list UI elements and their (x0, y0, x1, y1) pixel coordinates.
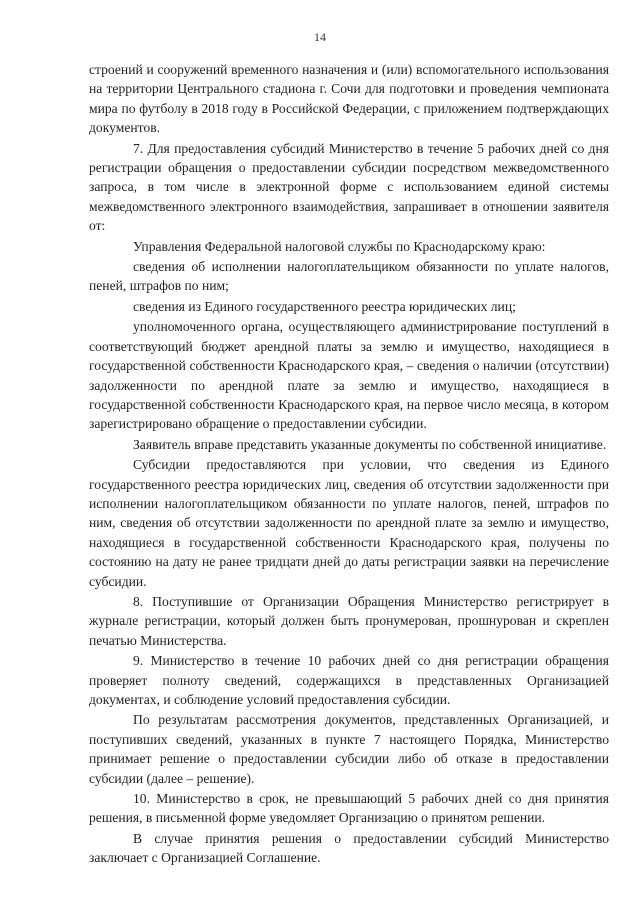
paragraph-agreement: В случае принятия решения о предоставлении субсидий Министерство заключает с Организацией Соглашение. (89, 830, 609, 866)
page-number: 14 (314, 30, 326, 44)
paragraph-clause-9: 9. Министерство в течение 10 рабочих дней со дня регистрации обращения проверяет полноту сведений, содержащихся в представленных Организацией документах, и соблюдение условий предоставления субсидии. (89, 653, 609, 707)
paragraph-clause-10: 10. Министерство в срок, не превышающий 5 рабочих дней со дня принятия решения, в письменной форме уведомляет Организацию о принятом решении. (89, 791, 609, 826)
paragraph-tax-info: сведения об исполнении налогоплательщиком обязанности по уплате налогов, пеней, штрафов по ним; (89, 259, 609, 294)
paragraph-registry-info: сведения из Единого государственного реестра юридических лиц; (133, 298, 516, 314)
paragraph-tax-service: Управления Федеральной налоговой службы по Краснодарскому краю: (133, 238, 546, 254)
paragraph-subsidy-condition: Субсидии предоставляются при условии, что сведения из Единого государственного реестра юридических лиц, сведения об отсутствии задолженности при исполнении налогоплательщиком обязанности по уплате налогов, пеней, штрафов по ним, сведения об отсутствии задолженности по арендной плате за землю и имущество, находящиеся в государственной собственности Краснодарского края, получены по состоянию на дату не ранее тридцати дней до даты регистрации заявки на перечисление субсидии. (89, 457, 609, 589)
paragraph-clause-7: 7. Для предоставления субсидий Министерство в течение 5 рабочих дней со дня регистрации обращения о предоставлении субсидии посредством межведомственного запроса, в том числе в электронной форме с использованием единой системы межведомственного электронного взаимодействия, запрашивает в отношении заявителя от: (89, 140, 609, 234)
paragraph-applicant-right: Заявитель вправе представить указанные документы по собственной инициативе. (133, 436, 607, 452)
paragraph-clause-8: 8. Поступившие от Организации Обращения Министерство регистрирует в журнале регистрации, который должен быть пронумерован, прошнурован и скреплен печатью Министерства. (89, 593, 609, 648)
document-body (89, 60, 609, 869)
paragraph-continuation: строений и сооружений временного назначения и (или) вспомогательного использования на территории Центрального стадиона г. Сочи для подготовки и проведения чемпионата мира по футболу в 2018 году в Российской Федерации, с приложением подтверждающих документов. (89, 62, 609, 136)
paragraph-authorized-body: уполномоченного органа, осуществляющего администрирование поступлений в соответствующий бюджет арендной платы за землю и имущество, находящиеся в государственной собственности Краснодарского края, – сведения о наличии (отсутствии) задолженности по арендной плате за землю и имущество, находящиеся в государственной собственности Краснодарского края, на первое число месяца, в котором зарегистрировано обращение о предоставлении субсидии. (89, 319, 609, 432)
paragraph-review-results: По результатам рассмотрения документов, представленных Организацией, и поступивших сведений, указанных в пункте 7 настоящего Порядка, Министерство принимает решение о предоставлении субсидии либо об отказе в предоставлении субсидии (далее – решение). (89, 712, 609, 786)
